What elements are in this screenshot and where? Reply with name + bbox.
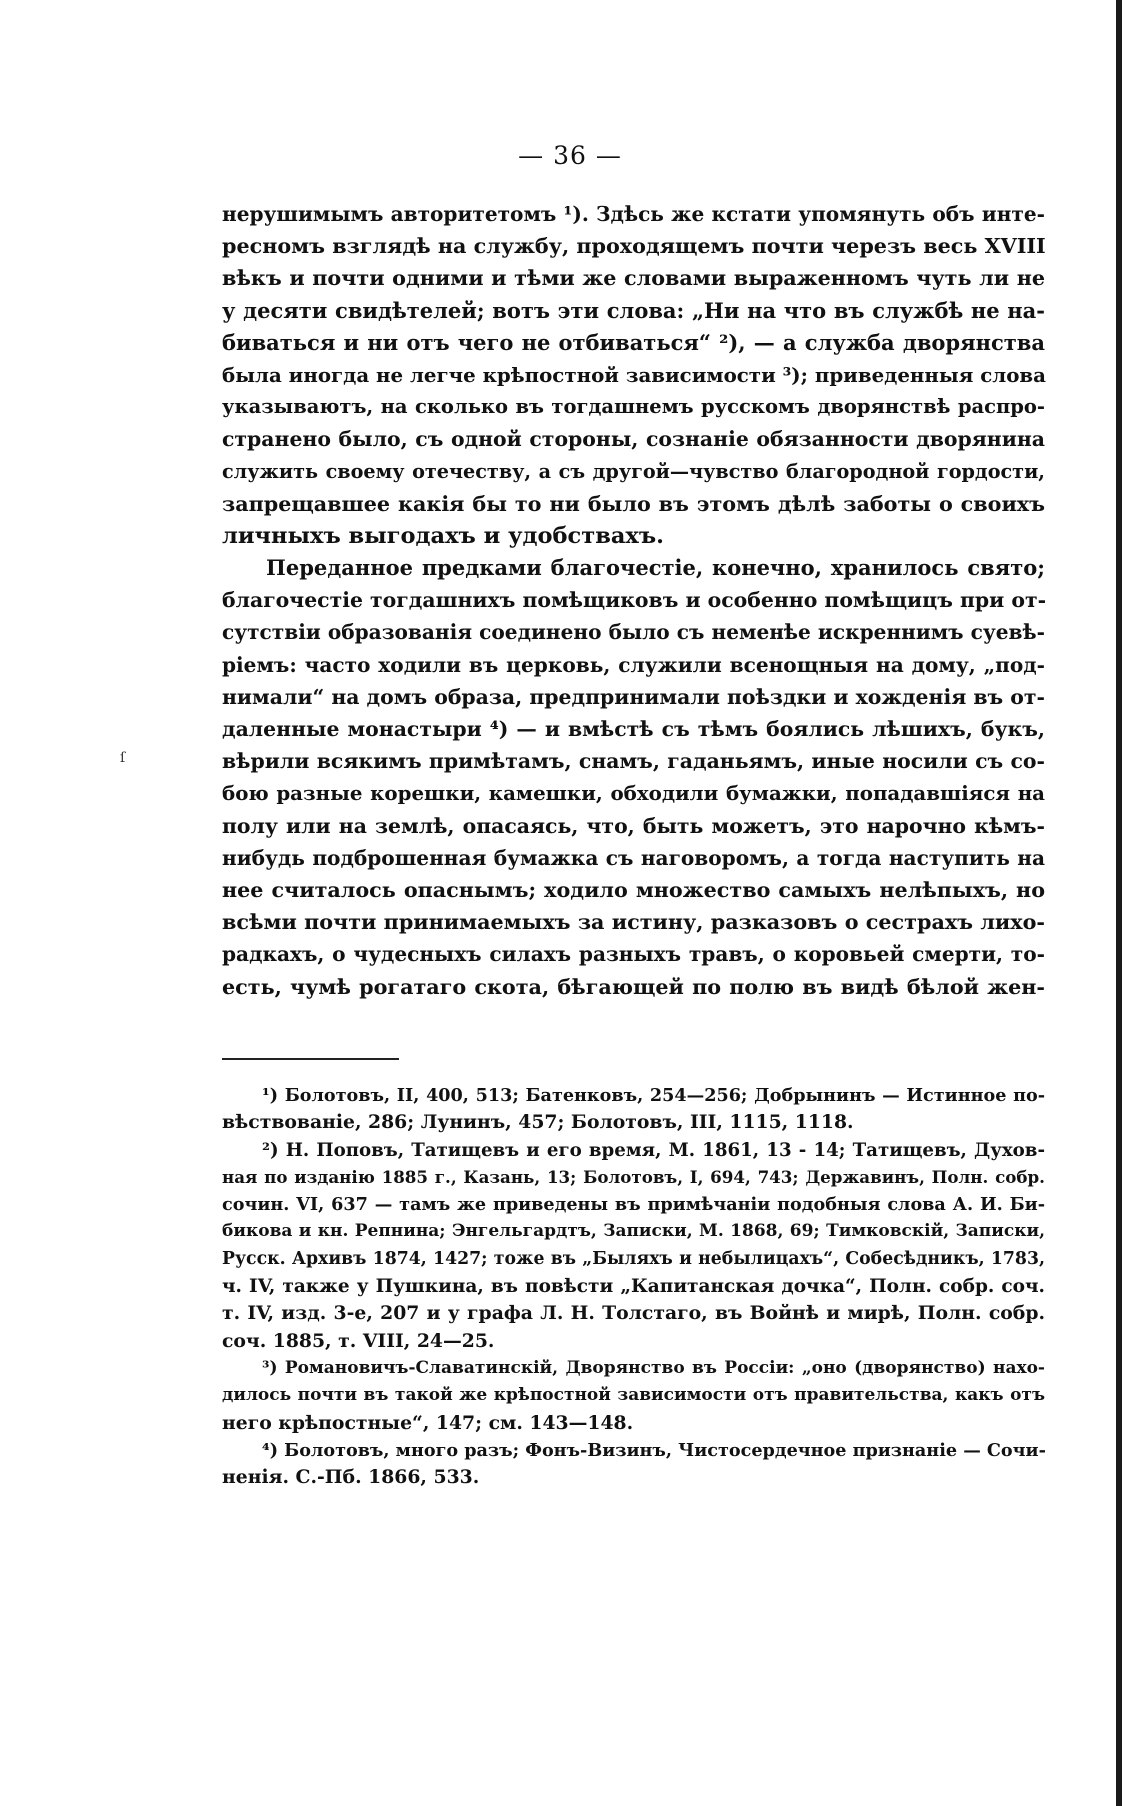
text-line: радкахъ, о чудесныхъ силахъ разныхъ травъ, о коровьей смерти, то- — [222, 942, 1045, 967]
text-line: странено было, съ одной стороны, сознаніе обязанности дворянина — [222, 427, 1045, 452]
footnote-separator — [222, 1058, 399, 1060]
text-line: указываютъ, на сколько въ тогдашнемъ русскомъ дворянствѣ распро- — [222, 395, 1045, 419]
text-line: вѣкъ и почти одними и тѣми же словами выраженномъ чуть ли не — [222, 266, 1045, 291]
footnotes — [222, 1082, 1045, 1491]
text-line: у десяти свидѣтелей; вотъ эти слова: „Ни на что въ службѣ не на- — [222, 297, 1045, 323]
footnote-4 — [222, 1437, 1045, 1492]
footnote-3 — [222, 1355, 1045, 1437]
margin-mark: ſ — [120, 750, 126, 766]
footnote-1 — [222, 1082, 1045, 1137]
text-line: благочестіе тогдашнихъ помѣщиковъ и особенно помѣщицъ при от- — [222, 588, 1047, 613]
footnote-line: бикова и кн. Репнина; Энгельгардтъ, Записки, М. 1868, 69; Тимковскій, Записки, — [222, 1221, 1045, 1242]
main-text — [222, 198, 1045, 1003]
text-line: служить своему отечеству, а съ другой—чувство благородной гордости, — [222, 459, 1045, 483]
footnote-line: ²) Н. Поповъ, Татищевъ и его время, М. 1861, 13 - 14; Татищевъ, Духов- — [262, 1139, 1045, 1161]
footnote-line: соч. 1885, т. VIII, 24—25. — [222, 1329, 495, 1352]
text-line: нерушимымъ авторитетомъ ¹). Здѣсь же кстати упомянуть объ инте- — [222, 202, 1045, 226]
text-line: была иногда не легче крѣпостной зависимости ³); приведенныя слова — [222, 362, 1046, 387]
text-line: полу или на землѣ, опасаясь, что, быть можетъ, это нарочно кѣмъ- — [222, 813, 1045, 838]
footnote-line: Русск. Архивъ 1874, 1427; тоже въ „Быляхъ и небылицахъ“, Собесѣдникъ, 1783, — [222, 1248, 1045, 1269]
footnote-line: ч. IV, также у Пушкина, въ повѣсти „Капитанская дочка“, Полн. собр. соч. — [222, 1276, 1045, 1298]
footnote-line: него крѣпостные“, 147; см. 143—148. — [222, 1411, 634, 1434]
text-line: вѣрили всякимъ примѣтамъ, снамъ, гаданьямъ, иные носили съ со- — [222, 749, 1045, 774]
footnote-line: ³) Романовичъ-Славатинскій, Дворянство въ Россіи: „оно (дворянство) нахо- — [262, 1357, 1045, 1378]
footnote-line: т. IV, изд. 3-е, 207 и у графа Л. Н. Толстаго, въ Войнѣ и мирѣ, Полн. собр. — [222, 1302, 1045, 1325]
text-line: запрещавшее какія бы то ни было въ этомъ дѣлѣ заботы о своихъ — [222, 491, 1045, 516]
text-line: нее считалось опаснымъ; ходило множество самыхъ нелѣпыхъ, но — [222, 877, 1045, 902]
text-line: ріемъ: часто ходили въ церковь, служили всенощныя на дому, „под- — [222, 652, 1045, 677]
footnote-2 — [222, 1137, 1045, 1355]
text-line: личныхъ выгодахъ и удобствахъ. — [222, 522, 664, 549]
text-line: биваться и ни отъ чего не отбиваться“ ²), — а служба дворянства — [222, 329, 1045, 355]
text-line: ресномъ взглядѣ на службу, проходящемъ почти черезъ весь XVIII — [222, 234, 1046, 259]
text-line: сутствіи образованія соединено было съ неменѣе искреннимъ суевѣ- — [222, 620, 1045, 645]
footnote-line: сочин. VI, 637 — тамъ же приведены въ примѣчаніи подобныя слова А. И. Би- — [222, 1194, 1045, 1216]
text-line: даленные монастыри ⁴) — и вмѣстѣ съ тѣмъ боялись лѣшихъ, букъ, — [222, 717, 1045, 741]
footnote-line: вѣствованіе, 286; Лунинъ, 457; Болотовъ, III, 1115, 1118. — [222, 1111, 854, 1134]
page-number: — 36 — — [518, 141, 622, 170]
text-line: всѣми почти принимаемыхъ за истину, разказовъ о сестрахъ лихо- — [222, 910, 1045, 935]
page-edge-border — [1116, 0, 1122, 1806]
footnote-line: ¹) Болотовъ, II, 400, 513; Батенковъ, 254—256; Добрынинъ — Истинное по- — [262, 1085, 1045, 1106]
footnote-line: ненія. С.-Пб. 1866, 533. — [222, 1466, 480, 1489]
text-line: нимали“ на домъ образа, предпринимали поѣздки и хожденія въ от- — [222, 684, 1045, 709]
text-line: есть, чумѣ рогатаго скота, бѣгающей по полю въ видѣ бѣлой жен- — [222, 974, 1045, 999]
text-line: нибудь подброшенная бумажка съ наговоромъ, а тогда наступить на — [222, 845, 1045, 870]
text-line: бою разные корешки, камешки, обходили бумажки, попадавшіяся на — [222, 781, 1045, 806]
footnote-line: дилось почти въ такой же крѣпостной зависимости отъ правительства, какъ отъ — [222, 1385, 1045, 1406]
footnote-line: ная по изданію 1885 г., Казань, 13; Болотовъ, I, 694, 743; Державинъ, Полн. собр. — [222, 1166, 1045, 1187]
paragraph-start-line: Переданное предками благочестіе, конечно, хранилось свято; — [266, 555, 1045, 581]
footnote-line: ⁴) Болотовъ, много разъ; Фонъ-Визинъ, Чистосердечное признаніе — Сочи- — [262, 1439, 1046, 1461]
